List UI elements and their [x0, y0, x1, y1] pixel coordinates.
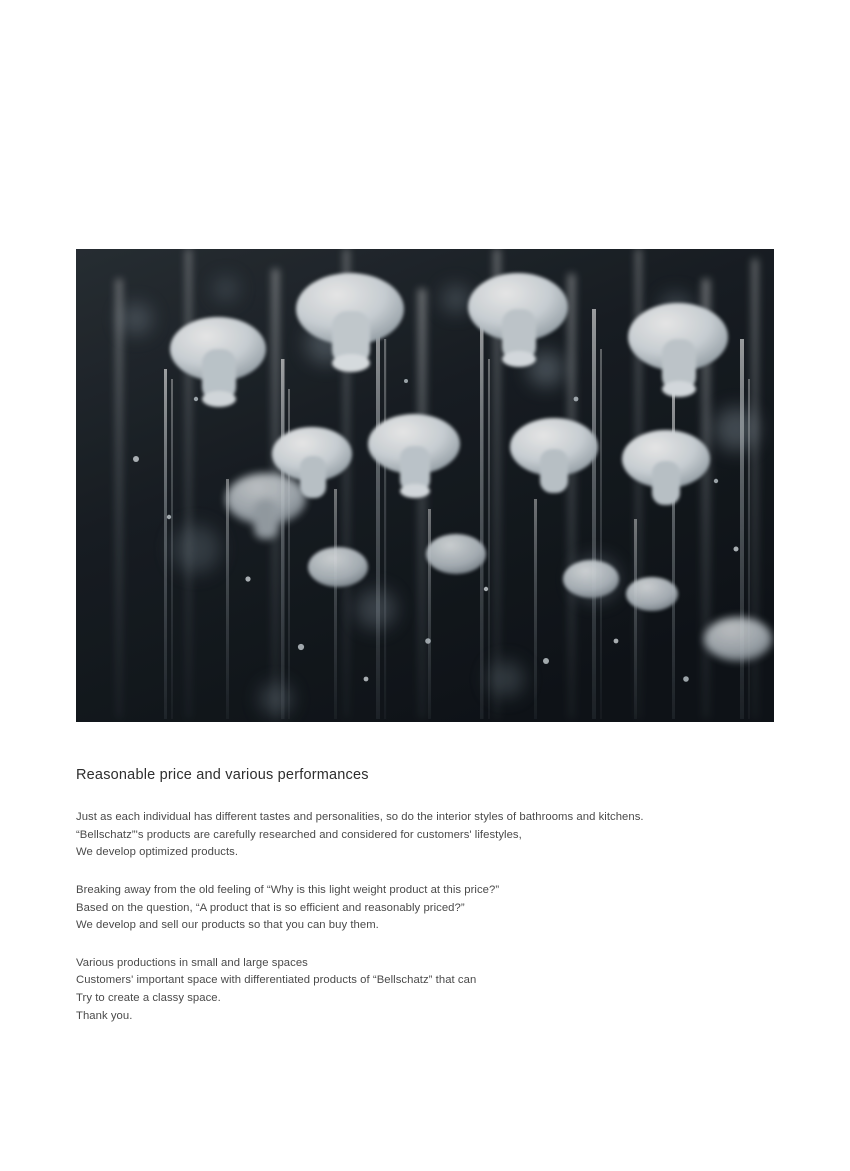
shower-heads-water-spray-photo — [76, 249, 774, 722]
hero-image — [76, 249, 774, 722]
paragraph-line: “Bellschatz”'s products are carefully researched and considered for customers' lifestyles, — [76, 828, 522, 841]
text-content — [76, 765, 776, 1025]
paragraph-line: Try to create a classy space. — [76, 992, 221, 1005]
paragraph-line: Just as each individual has different tastes and personalities, so do the interior styles of bathrooms and kitchens. — [76, 811, 644, 824]
paragraph-line: Customers' important space with differentiated products of “Bellschatz” that can — [76, 974, 477, 987]
paragraph-1 — [76, 809, 776, 862]
paragraph-line: We develop optimized products. — [76, 846, 239, 859]
paragraph-3 — [76, 955, 776, 1025]
paragraph-line: Thank you. — [76, 1009, 133, 1022]
paragraph-line: Based on the question, “A product that is so efficient and reasonably priced?” — [76, 901, 465, 914]
paragraph-line: Various productions in small and large spaces — [76, 956, 308, 969]
paragraph-2 — [76, 882, 776, 935]
paragraph-line: Breaking away from the old feeling of “Why is this light weight product at this price?” — [76, 884, 500, 897]
page-title: Reasonable price and various performances — [76, 767, 369, 783]
paragraph-line: We develop and sell our products so that you can buy them. — [76, 919, 379, 932]
